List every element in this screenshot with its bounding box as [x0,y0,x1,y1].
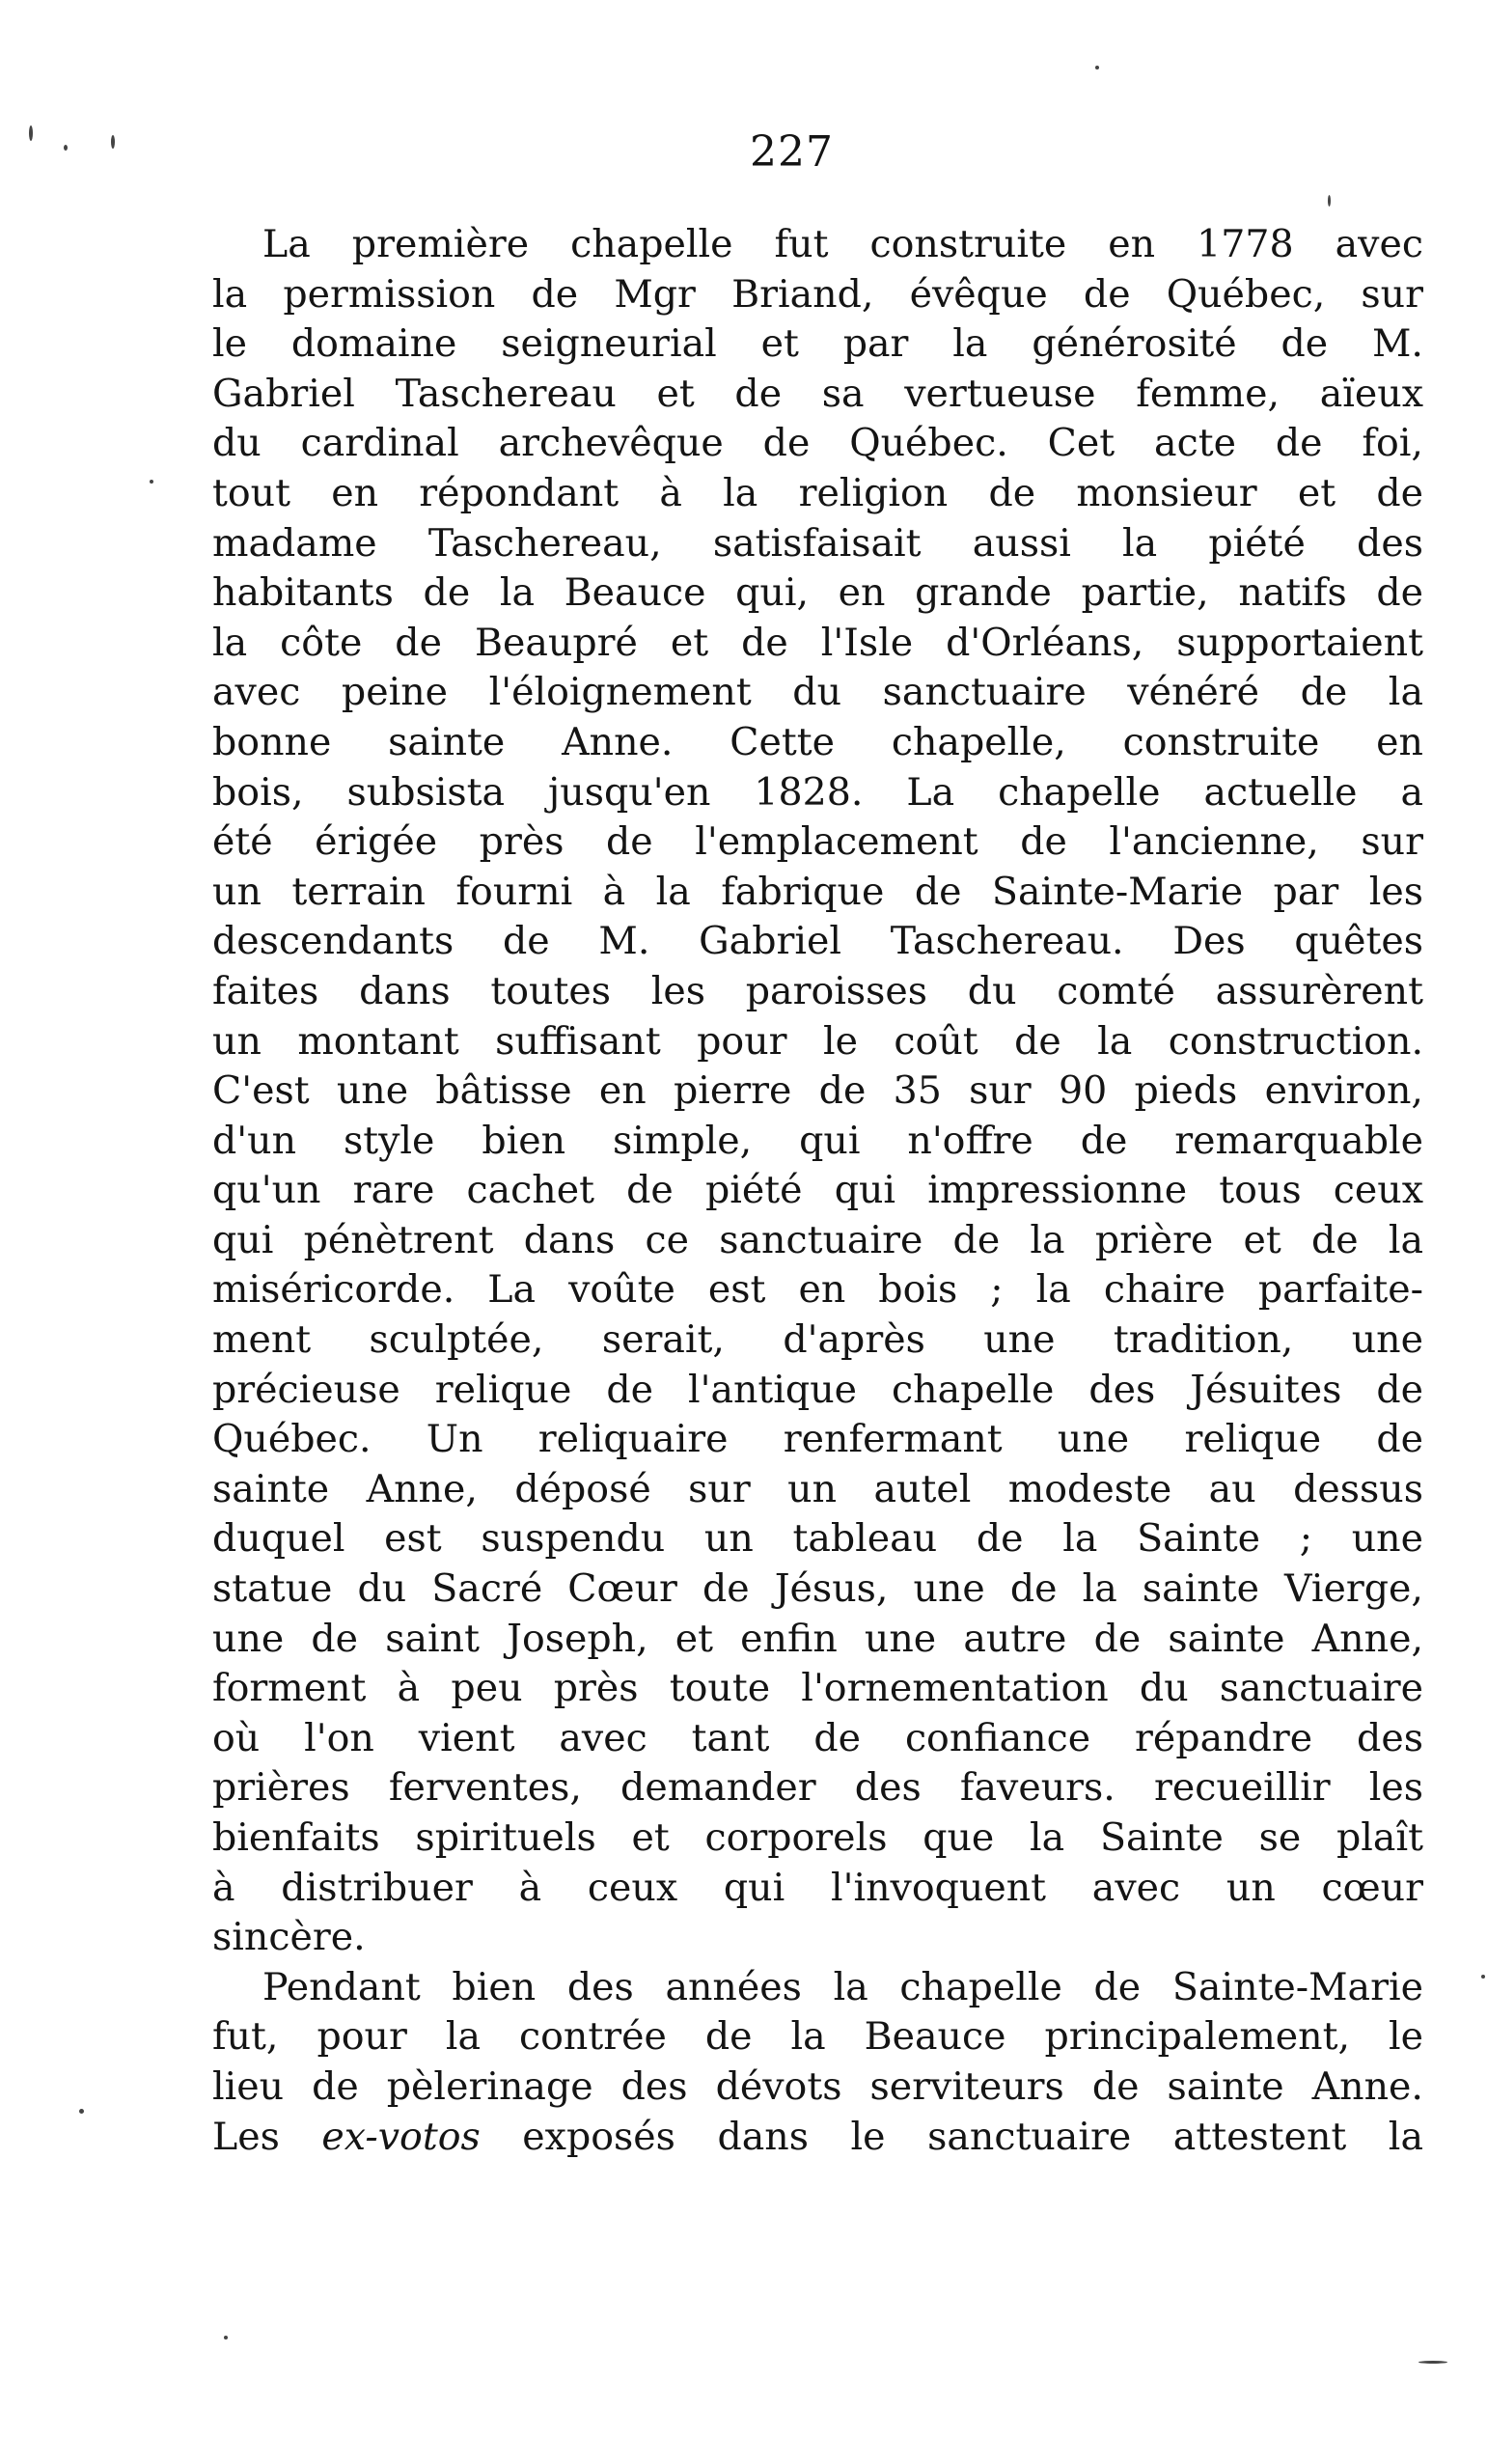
text-line: bonne sainte Anne. Cette chapelle, construite en [212,719,1423,764]
text-line: statue du Sacré Cœur de Jésus, une de la sainte Vierge, [212,1566,1423,1612]
scan-speck [1418,2361,1447,2364]
body-text [212,220,1423,2162]
scan-speck [111,135,115,149]
scan-speck [1095,66,1099,69]
text-line: ment sculptée, serait, d'après une tradition, une [212,1317,1423,1363]
text-line: du cardinal archevêque de Québec. Cet acte de foi, [212,421,1423,466]
text-line: descendants de M. Gabriel Taschereau. Des quêtes [212,919,1423,964]
scan-speck [1328,195,1331,207]
text-line: faites dans toutes les paroisses du comté assurèrent [212,968,1423,1013]
text-line: un terrain fourni à la fabrique de Sainte-Marie par les [212,869,1423,914]
text-line: sincère. [212,1915,366,1960]
scan-speck [1481,1975,1485,1979]
text-line: qu'un rare cachet de piété qui impressionne tous ceux [212,1168,1423,1213]
text-line: madame Taschereau, satisfaisait aussi la piété des [212,520,1423,566]
text-line: été érigée près de l'emplacement de l'ancienne, sur [212,819,1423,865]
text-line: habitants de la Beauce qui, en grande partie, natifs de [212,570,1423,616]
text-line: un montant suffisant pour le coût de la construction. [212,1018,1423,1064]
text-line: Les ex-votos exposés dans le sanctuaire attestent la [212,2114,1423,2159]
text-line: La première chapelle fut construite en 1778 avec [262,222,1423,266]
text-line: la permission de Mgr Briand, évêque de Québec, sur [212,271,1423,317]
scan-speck [79,2109,84,2114]
scan-speck [64,145,68,151]
text-line: prières ferventes, demander des faveurs. recueillir les [212,1765,1423,1811]
text-line: le domaine seigneurial et par la générosité de M. [212,321,1423,367]
text-line: qui pénètrent dans ce sanctuaire de la prière et de la [212,1217,1423,1262]
text-line: forment à peu près toute l'ornementation du sanctuaire [212,1666,1423,1711]
text-line: sainte Anne, déposé sur un autel modeste au dessus [212,1466,1423,1511]
text-line: Gabriel Taschereau et de sa vertueuse femme, aïeux [212,371,1423,416]
text-line: fut, pour la contrée de la Beauce principalement, le [212,2014,1423,2060]
text-line: C'est une bâtisse en pierre de 35 sur 90 pieds environ, [212,1068,1423,1114]
text-line: bienfaits spirituels et corporels que la Sainte se plaît [212,1815,1423,1860]
text-line: Pendant bien des années la chapelle de Sainte-Marie [262,1964,1423,2009]
text-line: lieu de pèlerinage des dévots serviteurs de sainte Anne. [212,2063,1423,2109]
scan-speck [150,480,153,484]
text-line: bois, subsista jusqu'en 1828. La chapelle actuelle a [212,769,1423,815]
page-number: 227 [750,127,834,177]
text-line: à distribuer à ceux qui l'invoquent avec un cœur [212,1865,1423,1910]
text-line: miséricorde. La voûte est en bois ; la chaire parfaite- [212,1267,1423,1313]
text-line: une de saint Joseph, et enfin une autre de sainte Anne, [212,1616,1423,1661]
text-line: la côte de Beaupré et de l'Isle d'Orléans, supportaient [212,620,1423,665]
text-line: duquel est suspendu un tableau de la Sainte ; une [212,1516,1423,1562]
text-line: avec peine l'éloignement du sanctuaire vénéré de la [212,670,1423,715]
text-line: précieuse relique de l'antique chapelle des Jésuites de [212,1367,1423,1412]
scan-speck [29,125,33,141]
text-line: Québec. Un reliquaire renfermant une relique de [212,1417,1423,1462]
text-line: tout en répondant à la religion de monsieur et de [212,470,1423,515]
scan-speck [224,2336,228,2339]
text-line: d'un style bien simple, qui n'offre de remarquable [212,1118,1423,1163]
text-line: où l'on vient avec tant de confiance répandre des [212,1715,1423,1760]
